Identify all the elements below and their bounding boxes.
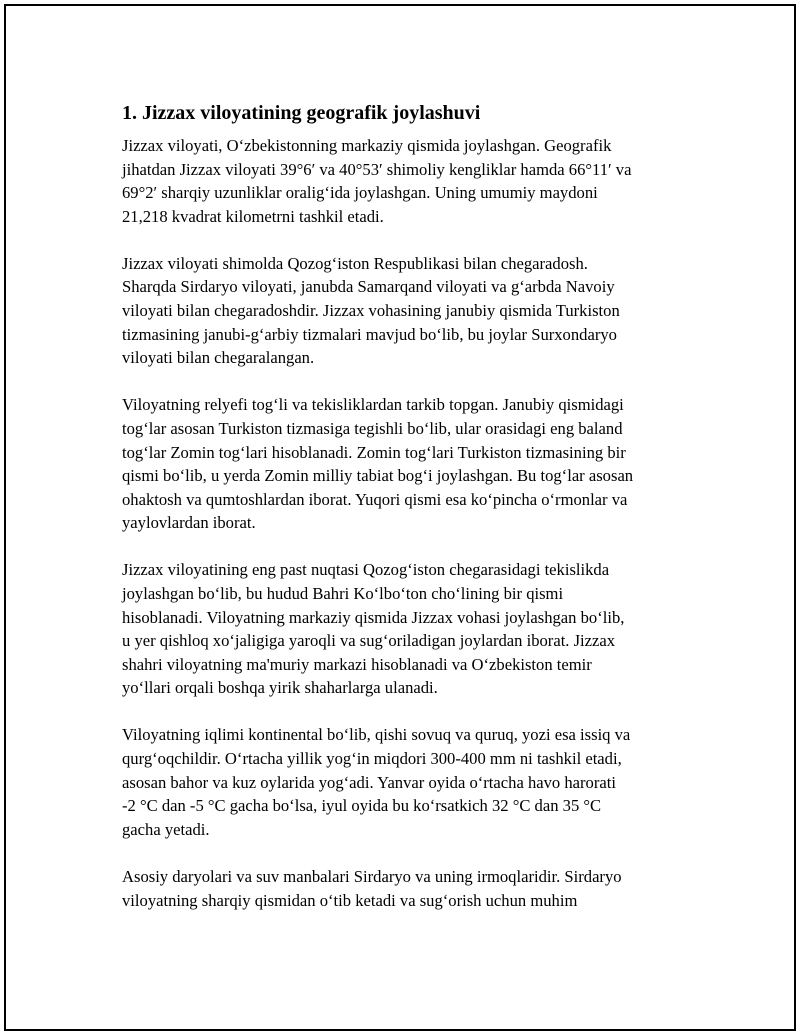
text-line: tizmasining janubi-g‘arbiy tizmalari mavjud bo‘lib, bu joylar Surxondaryo: [122, 324, 617, 344]
paragraph-rivers: [122, 865, 702, 912]
text-line: Viloyatning relyefi tog‘li va tekisliklardan tarkib topgan. Janubiy qismidagi: [122, 395, 624, 415]
text-line: joylashgan bo‘lib, bu hudud Bahri Ko‘lbo‘ton cho‘lining bir qismi: [122, 584, 564, 603]
text-line: gacha yetadi.: [122, 819, 210, 839]
page-frame: [4, 4, 796, 1031]
text-line: Viloyatning iqlimi kontinental bo‘lib, qishi sovuq va quruq, yozi esa issiq va: [122, 725, 631, 745]
text-line: viloyatning sharqiy qismidan o‘tib ketadi va sug‘orish uchun muhim: [122, 890, 578, 910]
paragraph-climate: [122, 723, 702, 841]
paragraph-borders: [122, 252, 702, 370]
text-line: jihatdan Jizzax viloyati 39°6′ va 40°53′ shimoliy kengliklar hamda 66°11′ va: [122, 159, 632, 179]
text-line: 21,218 kvadrat kilometrni tashkil etadi.: [122, 206, 384, 226]
document-body: [122, 99, 702, 936]
text-line: Jizzax viloyati shimolda Qozog‘iston Respublikasi bilan chegaradosh.: [122, 253, 588, 273]
text-line: hisoblanadi. Viloyatning markaziy qismida Jizzax vohasi joylashgan bo‘lib,: [122, 607, 625, 627]
paragraph-lowest-point: [122, 558, 702, 700]
text-line: Jizzax viloyati, O‘zbekistonning markaziy qismida joylashgan. Geografik: [122, 136, 612, 155]
text-line: Asosiy daryolari va suv manbalari Sirdaryo va uning irmoqlaridir. Sirdaryo: [122, 866, 622, 886]
text-line: yo‘llari orqali boshqa yirik shaharlarga ulanadi.: [122, 678, 438, 698]
text-line: viloyati bilan chegaralangan.: [122, 348, 315, 368]
text-line: shahri viloyatning ma'muriy markazi hisoblanadi va O‘zbekiston temir: [122, 654, 592, 674]
text-line: tog‘lar asosan Turkiston tizmasiga tegishli bo‘lib, ular orasidagi eng baland: [122, 418, 623, 438]
text-line: qurg‘oqchildir. O‘rtacha yillik yog‘in miqdori 300-400 mm ni tashkil etadi,: [122, 749, 622, 769]
paragraph-location: [122, 134, 702, 228]
section-heading: 1. Jizzax viloyatining geografik joylashuvi: [122, 102, 481, 124]
text-line: yaylovlardan iborat.: [122, 513, 256, 533]
text-line: u yer qishloq xo‘jaligiga yaroqli va sug‘oriladigan joylardan iborat. Jizzax: [122, 631, 616, 651]
text-line: viloyati bilan chegaradoshdir. Jizzax vohasining janubiy qismida Turkiston: [122, 301, 620, 321]
text-line: tog‘lar Zomin tog‘lari hisoblanadi. Zomin tog‘lari Turkiston tizmasining bir: [122, 442, 626, 462]
text-line: qismi bo‘lib, u yerda Zomin milliy tabiat bog‘i joylashgan. Bu tog‘lar asosan: [122, 466, 634, 486]
text-line: Sharqda Sirdaryo viloyati, janubda Samarqand viloyati va g‘arbda Navoiy: [122, 277, 615, 297]
text-line: -2 °C dan -5 °C gacha bo‘lsa, iyul oyida bu ko‘rsatkich 32 °C dan 35 °C: [122, 796, 602, 816]
text-line: 69°2′ sharqiy uzunliklar oralig‘ida joylashgan. Uning umumiy maydoni: [122, 183, 598, 203]
text-line: ohaktosh va qumtoshlardan iborat. Yuqori qismi esa ko‘pincha o‘rmonlar va: [122, 489, 628, 509]
text-line: asosan bahor va kuz oylarida yog‘adi. Yanvar oyida o‘rtacha havo harorati: [122, 772, 616, 792]
text-line: Jizzax viloyatining eng past nuqtasi Qozog‘iston chegarasidagi tekislikda: [122, 560, 610, 580]
paragraph-relief: [122, 393, 702, 535]
